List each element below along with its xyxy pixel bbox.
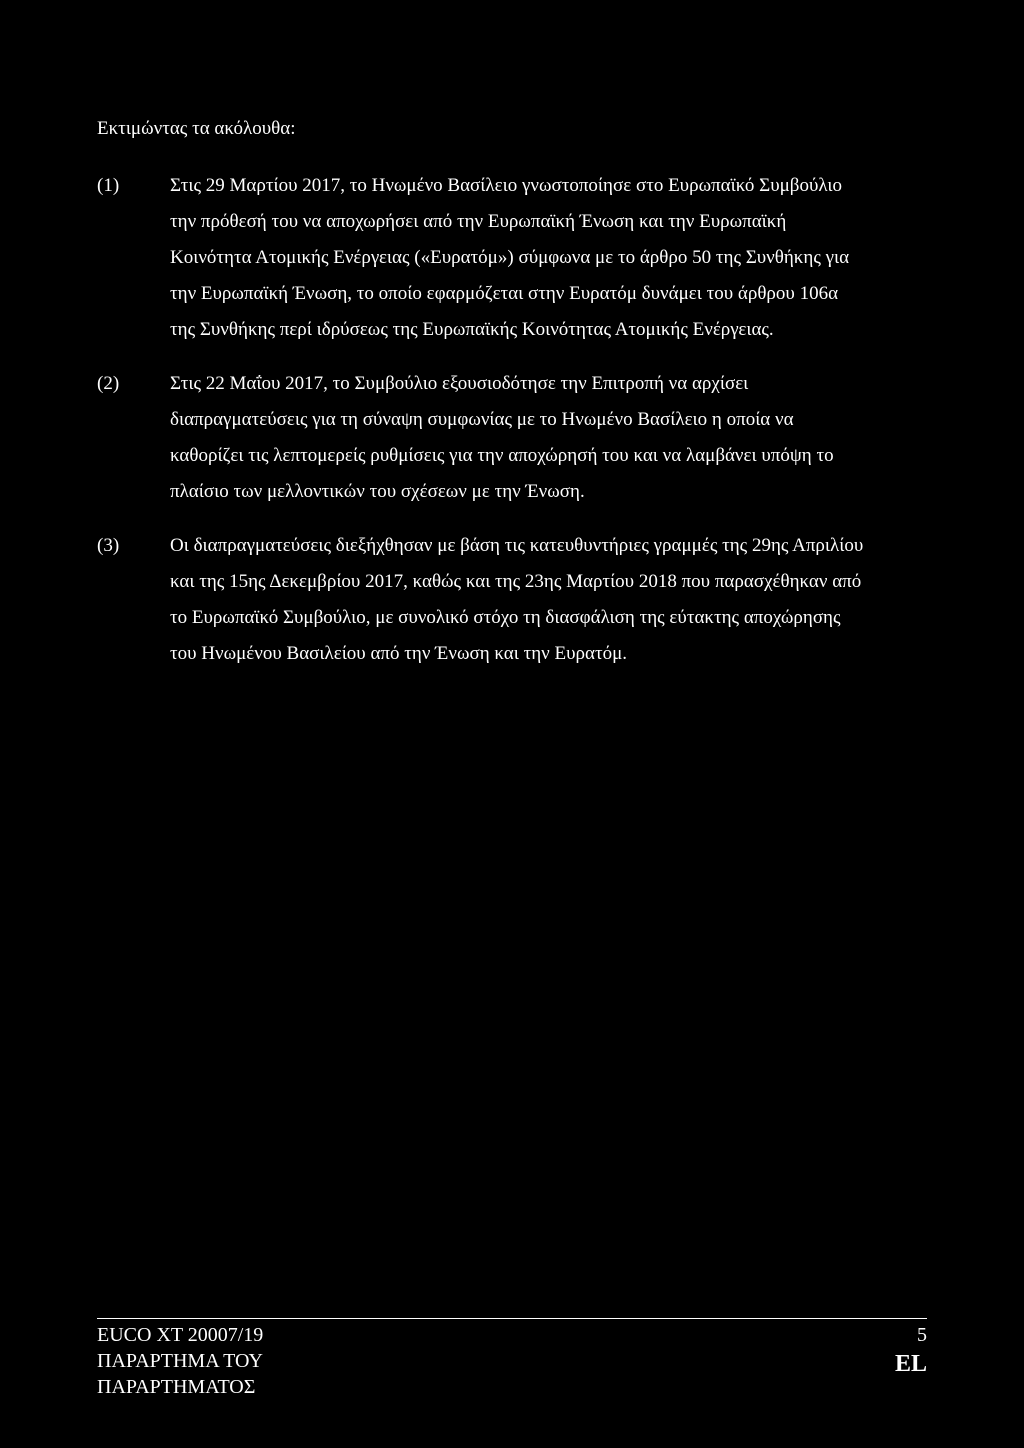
annex-label-line2: ΠΑΡΑΡΤΗΜΑΤΟΣ [97, 1376, 256, 1398]
recital-line: Κοινότητα Ατομικής Ενέργειας («Ευρατόμ») σύμφωνα με το άρθρο 50 της Συνθήκης για [170, 247, 850, 268]
recital-line: διαπραγματεύσεις για τη σύναψη συμφωνίας με το Ηνωμένο Βασίλειο η οποία να [170, 409, 794, 430]
recital-text [170, 528, 930, 672]
footer-left [97, 1322, 263, 1400]
recital-text [170, 366, 930, 510]
footer-divider [97, 1318, 927, 1319]
recital-line: καθορίζει τις λεπτομερείς ρυθμίσεις για την αποχώρησή του και να λαμβάνει υπόψη το [170, 445, 834, 466]
recital-number: (3) [97, 535, 120, 556]
recital-text [170, 168, 930, 348]
intro-heading: Εκτιμώντας τα ακόλουθα: [97, 118, 296, 139]
recital-line: την πρόθεσή του να αποχωρήσει από την Ευρωπαϊκή Ένωση και την Ευρωπαϊκή [170, 211, 787, 232]
recital-line: πλαίσιο των μελλοντικών του σχέσεων με την Ένωση. [170, 481, 585, 502]
recital-line: την Ευρωπαϊκή Ένωση, το οποίο εφαρμόζεται στην Ευρατόμ δυνάμει του άρθρου 106α [170, 283, 839, 304]
recital-line: Οι διαπραγματεύσεις διεξήχθησαν με βάση τις κατευθυντήριες γραμμές της 29ης Απριλίου [170, 535, 864, 556]
annex-label-line1: ΠΑΡΑΡΤΗΜΑ ΤΟΥ [97, 1350, 263, 1372]
recital-line: και της 15ης Δεκεμβρίου 2017, καθώς και της 23ης Μαρτίου 2018 που παρασχέθηκαν από [170, 571, 862, 592]
recital-line: της Συνθήκης περί ιδρύσεως της Ευρωπαϊκής Κοινότητας Ατομικής Ενέργειας. [170, 319, 774, 340]
footer-right [895, 1322, 927, 1378]
language-code: EL [894, 1351, 927, 1377]
document-reference: EUCO XT 20007/19 [97, 1324, 264, 1346]
recital-line: Στις 29 Μαρτίου 2017, το Ηνωμένο Βασίλειο γνωστοποίησε στο Ευρωπαϊκό Συμβούλιο [170, 175, 842, 196]
recital-number: (2) [97, 373, 120, 394]
recital-number: (1) [97, 175, 120, 196]
recital-line: το Ευρωπαϊκό Συμβούλιο, με συνολικό στόχο τη διασφάλιση της εύτακτης αποχώρησης [170, 607, 841, 628]
page-number: 5 [917, 1324, 927, 1346]
recital-line: Στις 22 Μαΐου 2017, το Συμβούλιο εξουσιοδότησε την Επιτροπή να αρχίσει [170, 373, 749, 394]
recital-line: του Ηνωμένου Βασιλείου από την Ένωση και την Ευρατόμ. [170, 643, 628, 664]
